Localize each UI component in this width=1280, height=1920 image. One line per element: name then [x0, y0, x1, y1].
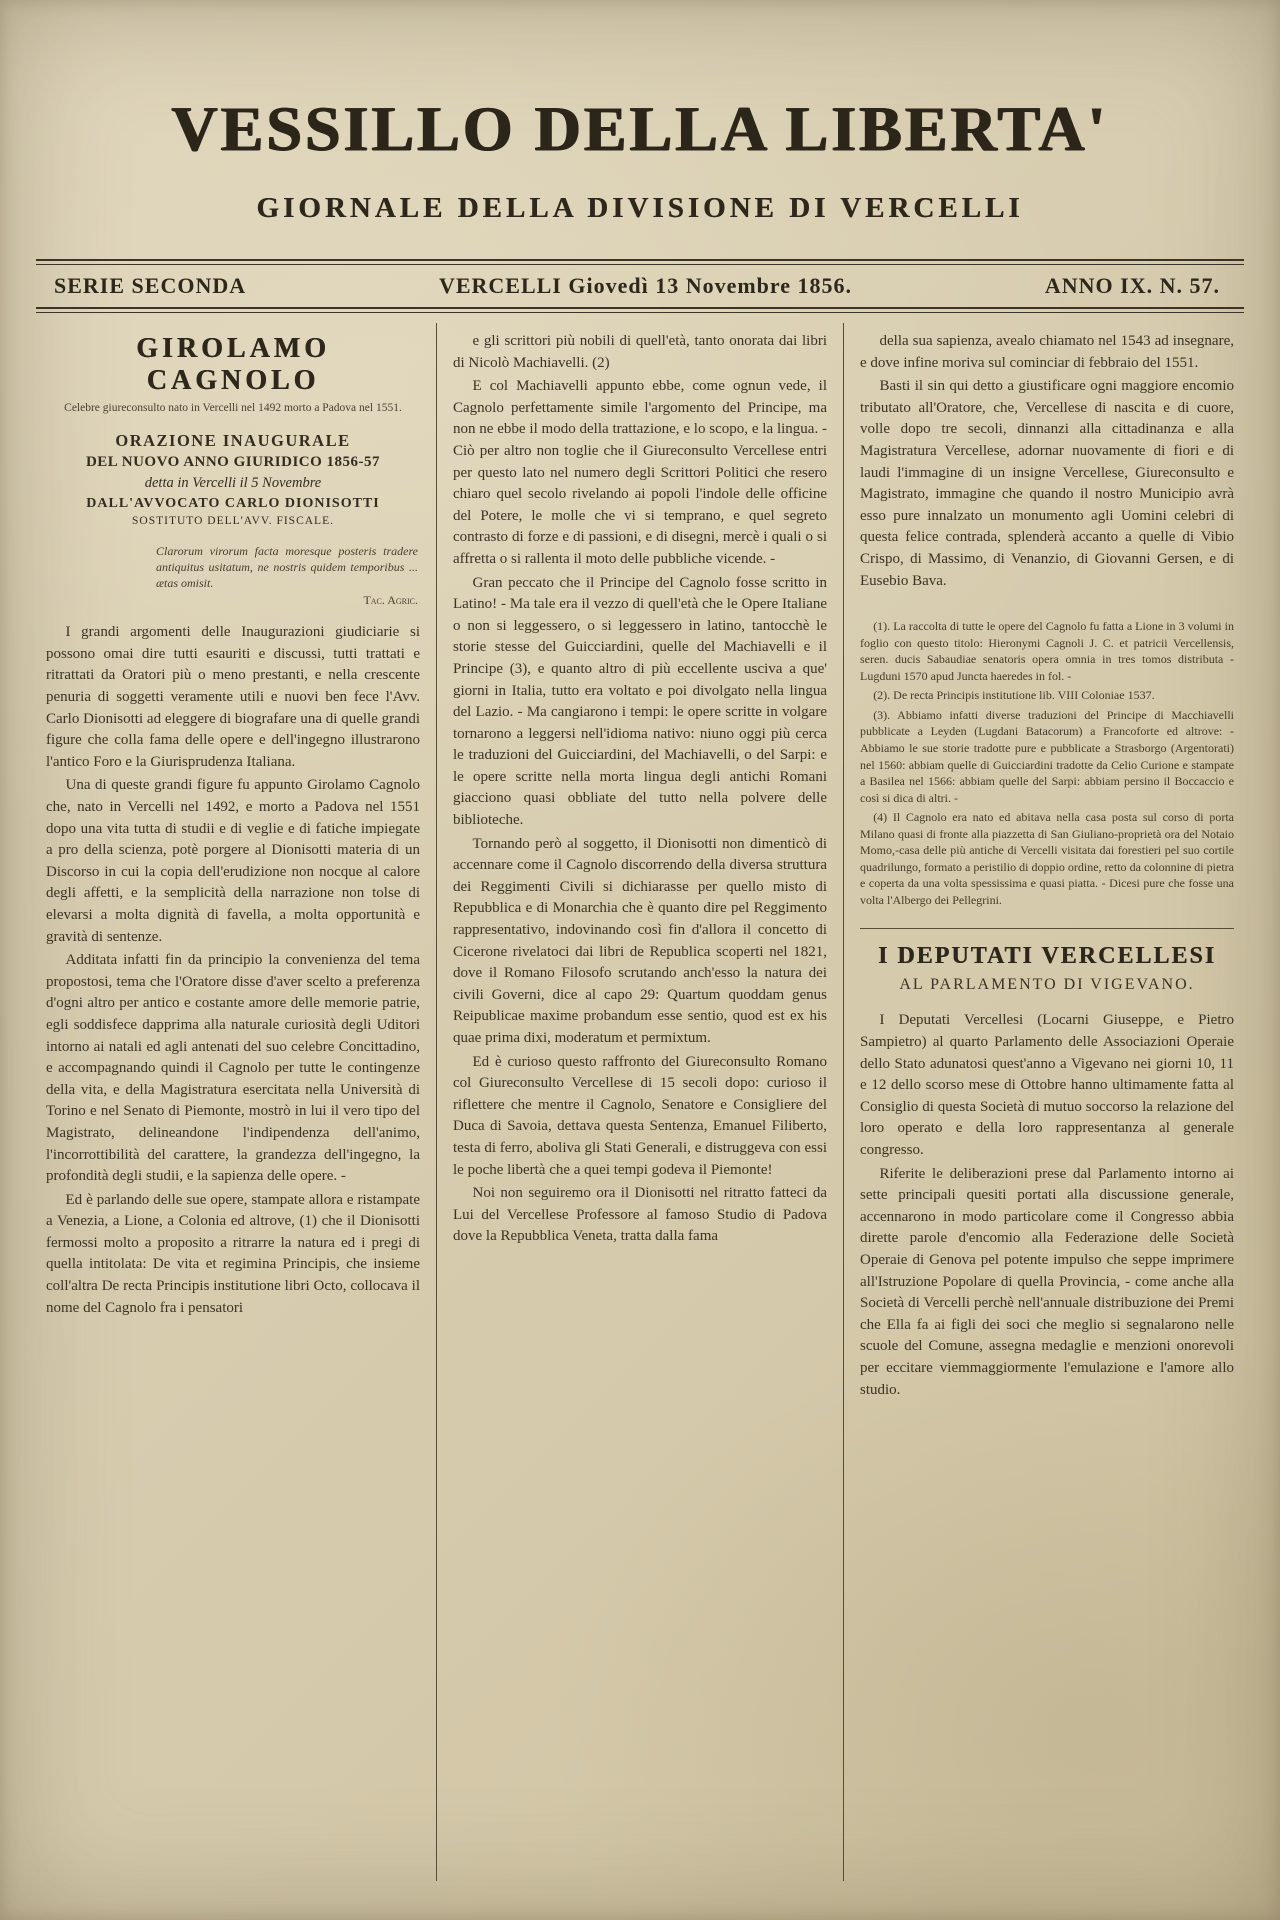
- paragraph: Riferite le deliberazioni prese dal Parlamento intorno ai sette principali quesiti portati alla discussione generale, accennarono in modo particolare come il Congresso abbia dirette parole d'encomio alla Federazione delle Società Operaie di Genova pel potente impulso che seppe imprimere all'Istruzione Popolare di quella Provincia, - come anche alla Società di Vercelli perchè nell'annuale distribuzione dei Premi che Ella fa ai figli dei soci che meglio si segnalarono nelle scuole del Comune, assegna medaglie e menzioni onorevoli per eccitare viemmaggiormente l'emulazione e l'amore allo studio.: [860, 1165, 1234, 1398]
- paragraph: Noi non seguiremo ora il Dionisotti nel ritratto fatteci da Lui del Vercellese Professore al famoso Studio di Padova dove la Repubblica Veneta, tratta dalla fama: [453, 1185, 827, 1245]
- paragraph: Una di queste grandi figure fu appunto Girolamo Cagnolo che, nato in Vercelli nel 1492, e morto a Padova nel 1551 dopo una vita tutta di studii e di veglie e di fatiche impiegate a pro della scienza, potè porgere al Dionisotti materia di un Discorso in cui la copia dell'erudizione non nocque al calore degli affetti, e la semplicità della narrazione non tolse di elevarsi a molta dignità di favella, a molta opportunità e gravità di sentenze.: [46, 777, 420, 945]
- column-3: [843, 323, 1250, 1881]
- footnote: (1). La raccolta di tutte le opere del Cagnolo fu fatta a Lione in 3 volumi in foglio con questo titolo: Hieronymi Cagnoli J. C. et patricii Vercellensis, seren. ducis Sabaudiae senatoris opera omnia in tres tomos distributa - Lugduni 1570 apud Juncta haeredes in fol. -: [860, 619, 1234, 683]
- paragraph: Gran peccato che il Principe del Cagnolo fosse scritto in Latino! - Ma tale era il vezzo di quell'età che le Opere Italiane o non si leggessero, o si leggessero in latino, tantocchè le storie stesse del Guicciardini, quelle del Machiavelli e il Principe (3), e quanto altro di più eccellente usciva a que' giorni in Italia, tutto era voltato e poi divolgato nella lingua del Lazio. - Ma cangiarono i tempi: le opere scritte in volgare tornarono a leggersi nell'idioma nativo: niuno oggi più cerca le traduzioni del Guicciardini, del Machiavelli, o del Sarpi: e le opere scritte nella morta lingua degli antichi Romani giacciono quasi obbliate del tutto nella polvere delle biblioteche.: [453, 574, 827, 829]
- masthead: [30, 92, 1250, 225]
- article2-title: I DEPUTATI VERCELLESI: [877, 943, 1217, 970]
- footnote: (3). Abbiamo infatti diverse traduzioni del Principe di Macchiavelli pubblicate a Leyden (Lugdani Batacorum) a Francoforte ed altrove: - Abbiamo le sue storie tradotte pure e pubblicate a Strasborgo (Argentorati) nel 1560: abbiam quelle di Guicciardini tradotte da Celio Curione e stampate a Basilea nel 1566: abbiam quelle del Sarpi: abbiam persino il Boccaccio e così si dica di altri. -: [860, 707, 1234, 805]
- body-columns: [30, 323, 1250, 1881]
- place-date-label: VERCELLI Giovedì 13 Novembre 1856.: [438, 273, 853, 298]
- footnotes: [860, 618, 1234, 908]
- footnote: (4) Il Cagnolo era nato ed abitava nella casa posta sul corso di porta Milano quasi di fronte alla piazzetta di San Giuliano-proprietà ora del Notaio Momo,-casa delle più antiche di Vercelli visitata dai forestieri pel suo cortile quadrilungo, formato a peristilio di doppio ordine, retto da colonnine di pietra e coperta da una volta spessissima e quasi piatta. - Dicesi pure che fosse una volta l'Albergo dei Pellegrini.: [860, 810, 1234, 907]
- issue-number-label: ANNO IX. N. 57.: [1044, 273, 1220, 298]
- paragraph: Ed è curioso questo raffronto del Giureconsulto Romano col Giureconsulto Vercellese di 15 secoli dopo: curioso il riflettere che mentre il Cagnolo, Senatore e Consigliere del Duca di Savoia, dettava questa Sentenza, Emanuel Filiberto, testa di ferro, aboliva gli Stati Generali, e distruggeva con essi le poche libertà che a quei tempi godeva il Piemonte!: [453, 1053, 827, 1178]
- paragraph: Ed è parlando delle sue opere, stampate allora e ristampate a Venezia, a Lione, a Colonia ed altrove, (1) che il Dionisotti fermossi molto a proposito a ritrarre la natura ed i pregi di quella intitolata: De vita et regimina Principis, che insieme coll'altra De recta Principis institutione libri Octo, collocava il nome del Cagnolo fra i pensatori: [46, 1191, 420, 1316]
- heading-sostituto: SOSTITUTO DELL'AVV. FISCALE.: [132, 514, 334, 527]
- series-label: SERIE SECONDA: [54, 273, 247, 298]
- article1-title: GIROLAMO CAGNOLO: [136, 333, 330, 396]
- paragraph: Tornando però al soggetto, il Dionisotti non dimenticò di accennare come il Cagnolo discorrendo della diversa struttura dei Reggimenti Civili si dichiarasse per quello misto di Repubblica e di Monarchia che è quanto dire pel Reggimento rappresentativo, indovinando così fin d'allora il concetto di Cicerone rivelatoci dai libri de Republica scoperti nel 1821, dove il Romano Filosofo scrutando anch'esso la natura dei civili Governi, dice al capo 29: Quartum quoddam genus Reipublicae maxime probandum esse sentio, quod est ex his quae prima dixi, moderatum et permixtum.: [453, 835, 827, 1046]
- heading-orazione: ORAZIONE INAUGURALE: [115, 430, 351, 450]
- paragraph: e gli scrittori più nobili di quell'età, tanto onorata dai libri di Nicolò Machiavelli. (2): [453, 333, 827, 371]
- paragraph: Basti il sin qui detto a giustificare ogni maggiore encomio tributato all'Oratore, che, Vercellese di nascita e di cuore, volle dopo tre secoli, dinnanzi alla cittadinanza e alla Magistratura Vercellese, adornar nuovamente di fiori e di laudi l'immagine di un insigne Vercellese, Giureconsulto e Magistrato, immagine che quando il nostro Municipio avrà esso pure innalzato un monumento agli Uomini celebri di questa felice contrada, splenderà accanto a quelle di Vibio Crispo, di Massimo, di Venanzio, di Giovanni Gersen, e di Eusebio Bava.: [860, 378, 1234, 589]
- heading-anno-giuridico: DEL NUOVO ANNO GIURIDICO 1856-57: [85, 453, 381, 470]
- paragraph: I Deputati Vercellesi (Locarni Giuseppe, e Pietro Sampietro) al quarto Parlamento delle Associazioni Operaie dello Stato adunatosi quest'anno a Vigevano nei giorni 10, 11 e 12 dello scorso mese di Ottobre hanno ultimamente fatta al Consiglio di questa Società di mutuo soccorso la relazione del loro operato e della loro rappresentanza al generale congresso.: [860, 1012, 1234, 1158]
- masthead-title: VESSILLO DELLA LIBERTA': [171, 93, 1109, 164]
- epigraph-source: Tac. Agric.: [363, 593, 418, 608]
- dateline: [30, 265, 1250, 307]
- heading-avvocato: DALL'AVVOCATO CARLO DIONISOTTI: [86, 495, 380, 511]
- heading-detta: detta in Vercelli il 5 Novembre: [144, 474, 322, 491]
- epigraph: [156, 543, 418, 609]
- column-1: [30, 323, 436, 1881]
- dateline-bottom-rule: [36, 307, 1244, 313]
- masthead-subtitle: GIORNALE DELLA DIVISIONE DI VERCELLI: [256, 192, 1024, 224]
- column-2: [436, 323, 843, 1881]
- section-divider-rule: [860, 928, 1234, 929]
- article1-deck: Celebre giureconsulto nato in Vercelli nel 1492 morto a Padova nel 1551.: [64, 402, 402, 414]
- article2-subtitle: AL PARLAMENTO DI VIGEVANO.: [899, 976, 1195, 994]
- footnote: (2). De recta Principis institutione lib. VIII Coloniae 1537.: [873, 688, 1155, 703]
- paragraph: della sua sapienza, avealo chiamato nel 1543 ad insegnare, e dove infine moriva sul cominciar di febbraio del 1551.: [860, 333, 1234, 371]
- epigraph-text: Clarorum virorum facta moresque posteris tradere antiquitus usitatum, ne nostris quidem temporibus ... ætas omisit.: [156, 543, 418, 590]
- paragraph: E col Machiavelli appunto ebbe, come ognun vede, il Cagnolo perfettamente simile l'argomento del Principe, ma non ne ebbe il modo della trattazione, e lo scopo, e la lingua. - Ciò per altro non toglie che il Giureconsulto Vercellese entri per questo lato nel numero degli Scrittori Politici che resero chiaro quel secolo rivelando ai popoli l'indole delle officine del Potere, le molle che vi si temprano, e quel segreto contrasto di forze e di passioni, e di disegni, mercè i quali o si affretta o si rallenta il moto delle pubbliche vicende. -: [453, 378, 827, 567]
- paragraph: I grandi argomenti delle Inaugurazioni giudiciarie si possono omai dire tutti esauriti e discussi, tutti trattati e ritrattati da Oratori più o meno prestanti, e nella crescente penuria di soggetti veramente utili e nuovi ben fece l'Avv. Carlo Dionisotti ad eleggere di biografare una di quelle grandi figure che colla fama delle opere e dell'ingegno illustrarono l'antico Foro e la Giurisprudenza Italiana.: [46, 624, 420, 770]
- paragraph: Additata infatti fin da principio la convenienza del tema propostosi, tema che l'Oratore disse d'aver scelto a preferenza d'ogni altro per antico e costante amore delle memorie patrie, egli soddisfece dapprima alla naturale curiosità degli Uditori intorno ai natali ed agli antenati del suo celebre Concittadino, e accompagnando quindi il Cagnolo per tutte le contingenze della vita, e della Magistratura esercitata nella Università di Torino e nel Senato di Piemonte, mostrò in lui il vero tipo del Magistrato, delineandone l'indipendenza dell'animo, l'incorrottibilità del carattere, la grandezza dell'ingegno, la profondità degli studii, e la sapienza delle opere. -: [46, 952, 420, 1185]
